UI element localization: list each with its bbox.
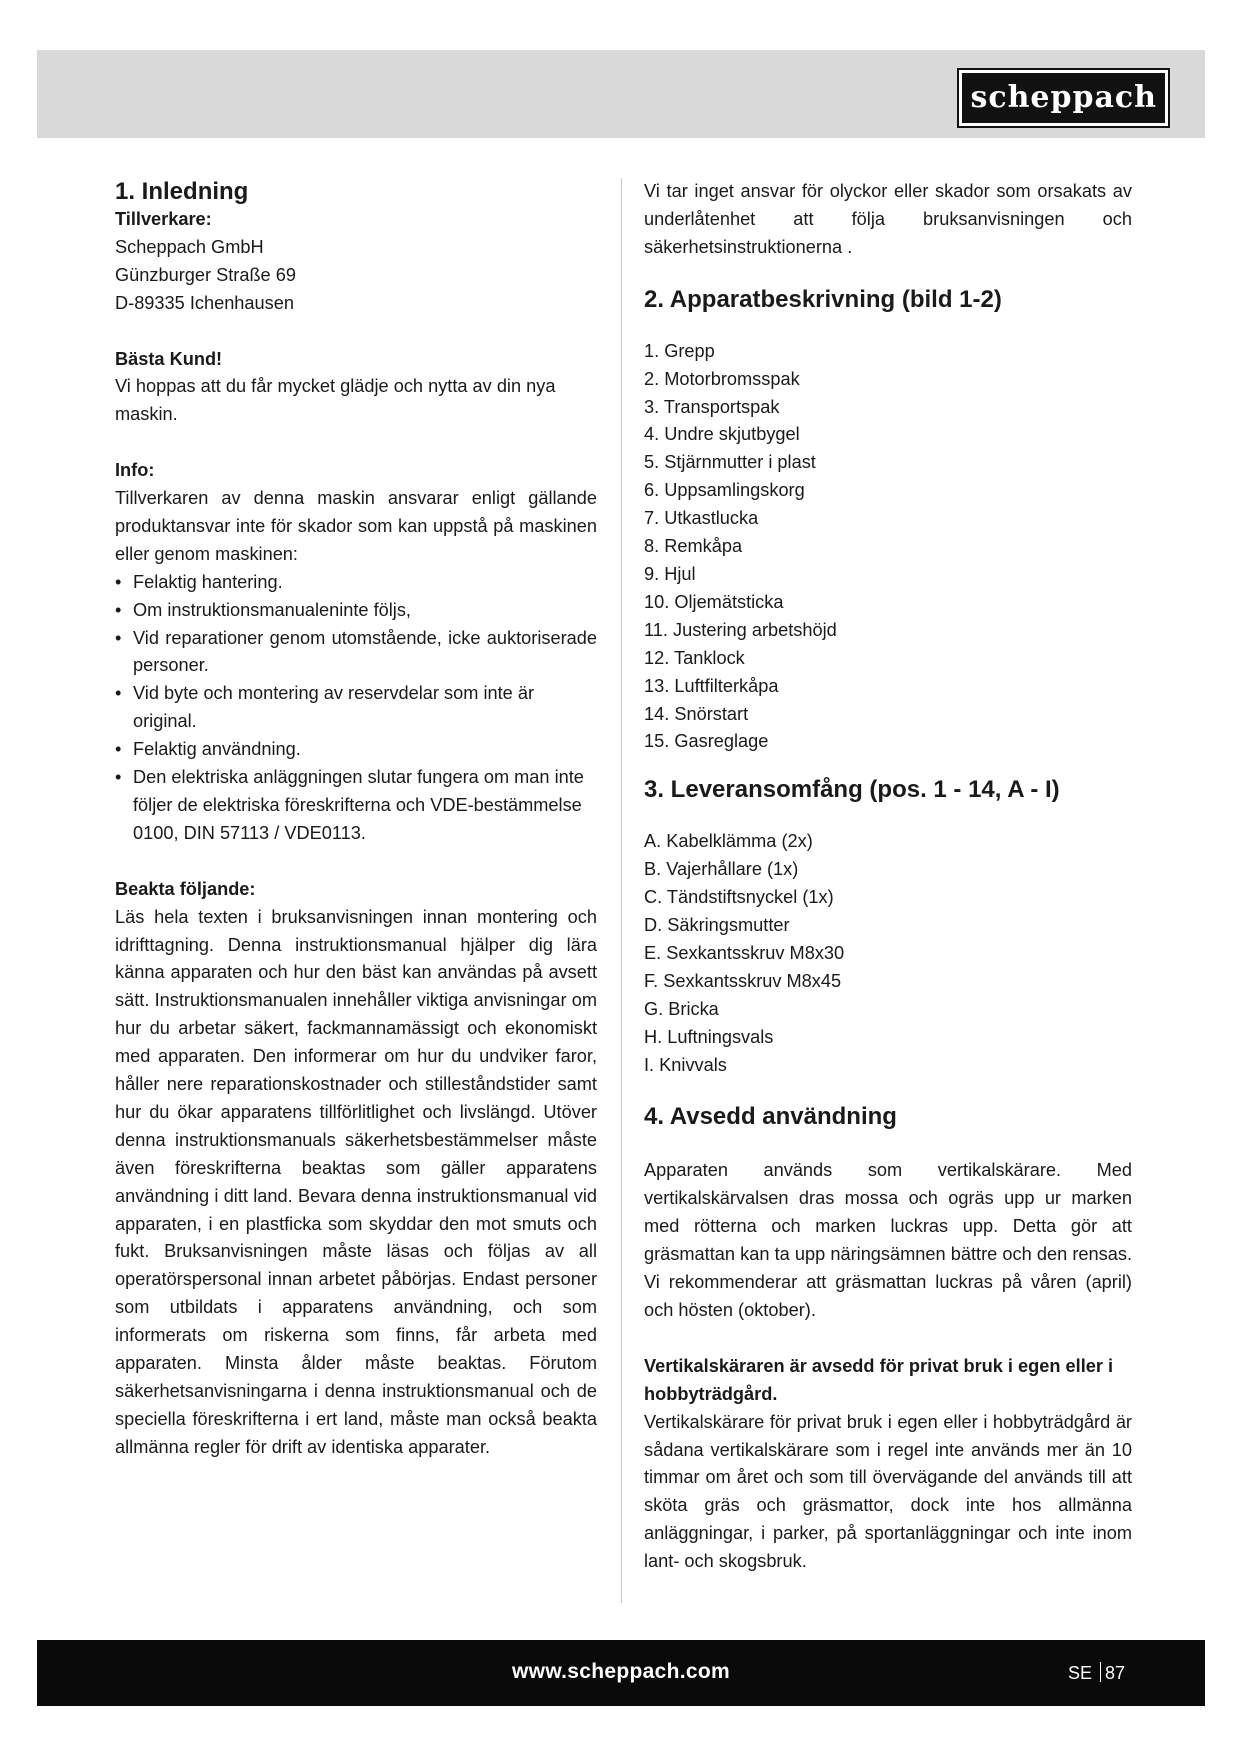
info-text: Tillverkaren av denna maskin ansvarar enligt gällande produktansvar inte för skador som kan uppstå på maskinen eller genom maskinen:: [115, 488, 597, 564]
greeting-label: Bästa Kund!: [115, 348, 223, 369]
note-label: Beakta följande:: [115, 878, 256, 899]
page-footer: [37, 1640, 1205, 1706]
list-item: F. Sexkantsskruv M8x45: [644, 970, 842, 991]
list-item: • Felaktig hantering.: [115, 569, 597, 597]
intended-use-text: Apparaten används som vertikalskärare. Med vertikalskärvalsen dras mossa och ogräs upp ur marken med rötterna och marken luckras upp. Detta gör att gräsmattan kan ta upp näringsämnen bättre och den rensas. Vi rekommenderar att gräsmattan luckras på våren (april) och hösten (oktober).: [644, 1160, 1132, 1320]
list-item: H. Luftningsvals: [644, 1026, 774, 1047]
list-item: 14. Snörstart: [644, 703, 749, 724]
manufacturer-label: Tillverkare:: [115, 209, 212, 229]
list-item: B. Vajerhållare (1x): [644, 859, 799, 880]
list-item: C. Tändstiftsnyckel (1x): [644, 887, 834, 908]
info-bullet-list: [115, 569, 597, 848]
list-item: 10. Oljemätsticka: [644, 591, 784, 612]
greeting-text: Vi hoppas att du får mycket glädje och nytta av din nya maskin.: [115, 376, 556, 425]
private-use-text: Vertikalskärare för privat bruk i egen eller i hobbyträdgård är sådana vertikalskärare som i regel inte används mer än 10 timmar om året och som till övervägande del används till att sköta gräs och gräsmattor, dock inte hos allmänna anläggningar, i parker, på sportanläggningar och inte inom lant- och skogsbruk.: [644, 1411, 1132, 1572]
info-label: Info:: [115, 460, 155, 481]
list-item: 9. Hjul: [644, 563, 696, 584]
list-item: 12. Tanklock: [644, 647, 745, 668]
list-item: 11. Justering arbetshöjd: [644, 619, 837, 640]
right-column: [644, 178, 1132, 1576]
scheppach-logo: scheppach: [959, 70, 1168, 126]
language-code: SE: [1067, 1663, 1092, 1683]
list-item: 2. Motorbromsspak: [644, 368, 800, 389]
section-1-title: 1. Inledning: [115, 178, 249, 205]
list-item: • Felaktig användning.: [115, 736, 597, 764]
column-divider: [621, 178, 622, 1603]
list-item: A. Kabelklämma (2x): [644, 831, 813, 852]
page-number: [1068, 1662, 1125, 1684]
left-column: [115, 178, 597, 1462]
list-item: 5. Stjärnmutter i plast: [644, 452, 816, 473]
disclaimer-text: Vi tar inget ansvar för olyckor eller skador som orsakats av underlåtenhet att följa bruksanvisningen och säkerhetsinstruktionerna .: [644, 181, 1132, 257]
list-item: • Den elektriska anläggningen slutar fungera om man inte följer de elektriska föreskrifterna och VDE-bestämmelse 0100, DIN 57113 / VDE0113.: [115, 764, 597, 848]
list-item: I. Knivvals: [644, 1054, 727, 1075]
scope-list: [644, 828, 1132, 1079]
manufacturer-name: Scheppach GmbH: [115, 236, 264, 257]
page-number-value: 87: [1104, 1663, 1125, 1683]
list-item: 15. Gasreglage: [644, 731, 769, 752]
page-header: [37, 50, 1205, 138]
list-item: • Vid reparationer genom utomstående, icke auktoriserade personer.: [115, 625, 597, 681]
private-use-title: Vertikalskäraren är avsedd för privat bruk i egen eller i hobbyträdgård.: [644, 1355, 1114, 1404]
section-3-title: 3. Leveransomfång (pos. 1 - 14, A - I): [644, 776, 1060, 804]
separator: [1100, 1662, 1101, 1682]
list-item: E. Sexkantsskruv M8x30: [644, 942, 845, 963]
manufacturer-street: Günzburger Straße 69: [115, 264, 296, 285]
list-item: D. Säkringsmutter: [644, 915, 790, 936]
list-item: 4. Undre skjutbygel: [644, 424, 800, 445]
list-item: 6. Uppsamlingskorg: [644, 480, 805, 501]
website-link[interactable]: www.scheppach.com: [512, 1660, 730, 1683]
list-item: 13. Luftfilterkåpa: [644, 675, 779, 696]
list-item: 8. Remkåpa: [644, 536, 743, 557]
note-text: Läs hela texten i bruksanvisningen innan montering och idrifttagning. Denna instruktionsmanual hjälper dig lära känna apparaten och hur den bäst kan användas på avsett sätt. Instruktionsmanualen innehåller viktiga anvisningar om hur du arbetar säkert, fackmannamässigt och ekonomiskt med apparaten. Den informerar om hur du undviker faror, håller nere reparationskostnader och stilleståndstider samt hur du ökar apparatens tillförlitlighet och livslängd. Utöver denna instruktionsmanuals säkerhetsbestämmelser måste även föreskrifterna beaktas som gäller apparatens användning i ditt land. Bevara denna instruktionsmanual vid apparaten, i en plastficka som skyddar den mot smuts och fukt. Bruksanvisningen måste läsas och följas av all operatörspersonal innan arbetet påbörjas. Endast personer som utbildats i apparatens användning, och som informerats om riskerna som finns, får arbeta med apparaten. Minsta ålder måste beaktas. Förutom säkerhetsanvisningarna i denna instruktionsmanual och de speciella föreskrifterna i ert land, måste man också beakta allmänna regler för drift av identiska apparater.: [115, 906, 597, 1457]
section-4-title: 4. Avsedd användning: [644, 1103, 897, 1131]
parts-list: [644, 338, 1132, 757]
list-item: 3. Transportspak: [644, 396, 780, 417]
manufacturer-city: D-89335 Ichenhausen: [115, 292, 294, 313]
list-item: G. Bricka: [644, 998, 719, 1019]
list-item: • Om instruktionsmanualeninte följs,: [115, 597, 597, 625]
list-item: • Vid byte och montering av reservdelar som inte är original.: [115, 680, 597, 736]
section-2-title: 2. Apparatbeskrivning (bild 1-2): [644, 285, 1002, 313]
list-item: 7. Utkastlucka: [644, 508, 759, 529]
list-item: 1. Grepp: [644, 340, 715, 361]
